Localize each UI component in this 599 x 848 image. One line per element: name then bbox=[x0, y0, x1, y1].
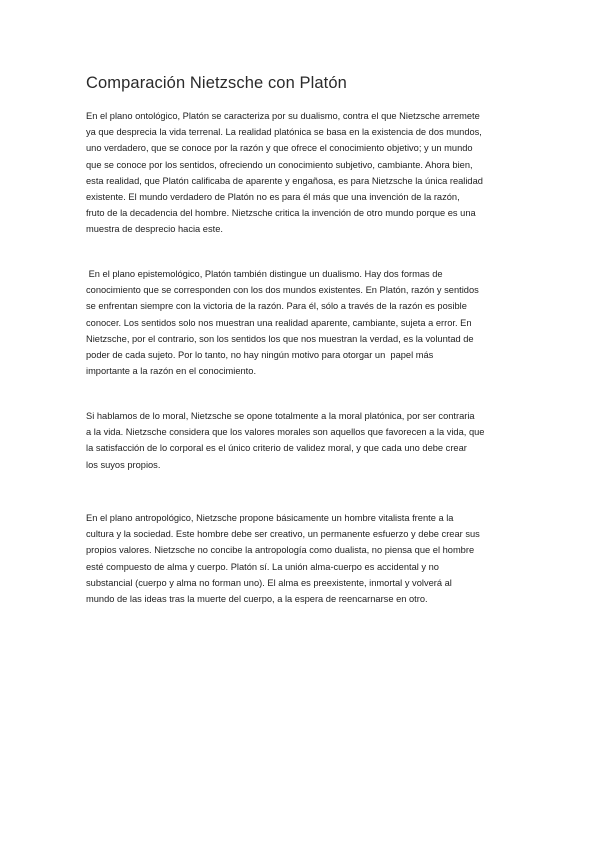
text-line: conocer. Los sentidos solo nos muestran una realidad aparente, cambiante, sujeta a error. En bbox=[86, 317, 472, 328]
text-line: Si hablamos de lo moral, Nietzsche se opone totalmente a la moral platónica, por ser contraria bbox=[86, 411, 475, 421]
text-line: poder de cada sujeto. Por lo tanto, no hay ningún motivo para otorgar un papel más bbox=[86, 350, 434, 361]
text-line: En el plano ontológico, Platón se caracteriza por su dualismo, contra el que Nietzsche arremete bbox=[86, 111, 480, 121]
text-line: substancial (cuerpo y alma no forman uno). El alma es preexistente, inmortal y volverá al bbox=[86, 577, 452, 588]
text-line: fruto de la decadencia del hombre. Nietzsche critica la invención de otro mundo porque es una bbox=[86, 208, 476, 219]
text-line: la satisfacción de lo corporal es el único criterio de validez moral, y que cada uno debe crear bbox=[86, 443, 467, 454]
text-line: a la vida. Nietzsche considera que los valores morales son aquellos que favorecen a la vida, que bbox=[86, 427, 485, 438]
paragraph-epistemological bbox=[86, 266, 516, 379]
text-line: importante a la razón en el conocimiento. bbox=[86, 366, 257, 377]
text-line: se enfrentan siempre con la victoria de la razón. Para él, sólo a través de la razón es posible bbox=[86, 301, 467, 312]
text-line: mundo de las ideas tras la muerte del cuerpo, a la espera de reencarnarse en otro. bbox=[86, 594, 428, 605]
paragraph-ontological bbox=[86, 108, 516, 238]
text-line: uno verdadero, que se conoce por la razón y que ofrece el conocimiento objetivo; y un mundo bbox=[86, 143, 473, 154]
paragraph-anthropological bbox=[86, 510, 516, 607]
text-line: En el plano antropológico, Nietzsche propone básicamente un hombre vitalista frente a la bbox=[86, 513, 454, 523]
text-line: los suyos propios. bbox=[86, 459, 161, 470]
text-line: esta realidad, que Platón calificaba de aparente y engañosa, es para Nietzsche la única realidad bbox=[86, 175, 483, 186]
text-line: existente. El mundo verdadero de Platón no es para él más que una invención de la razón, bbox=[86, 192, 460, 203]
text-line: ya que desprecia la vida terrenal. La realidad platónica se basa en la existencia de dos mundos, bbox=[86, 127, 482, 138]
text-line: propios valores. Nietzsche no concibe la antropología como dualista, no piensa que el hombre bbox=[86, 545, 475, 556]
paragraph-moral bbox=[86, 408, 516, 473]
text-line: Nietzsche, por el contrario, son los sentidos los que nos muestran la verdad, es la voluntad de bbox=[86, 333, 474, 344]
document-title: Comparación Nietzsche con Platón bbox=[86, 74, 347, 92]
text-line: conocimiento que se corresponden con los dos mundos existentes. En Platón, razón y sentidos bbox=[86, 285, 479, 296]
text-line: cultura y la sociedad. Este hombre debe ser creativo, un permanente esfuerzo y debe crear sus bbox=[86, 529, 480, 540]
text-line: En el plano epistemológico, Platón también distingue un dualismo. Hay dos formas de bbox=[86, 269, 443, 279]
text-line: muestra de desprecio hacia este. bbox=[86, 224, 223, 235]
text-line: que se conoce por los sentidos, ofreciendo un conocimiento subjetivo, cambiante. Ahora bien, bbox=[86, 159, 473, 170]
text-line: esté compuesto de alma y cuerpo. Platón sí. La unión alma-cuerpo es accidental y no bbox=[86, 561, 439, 572]
